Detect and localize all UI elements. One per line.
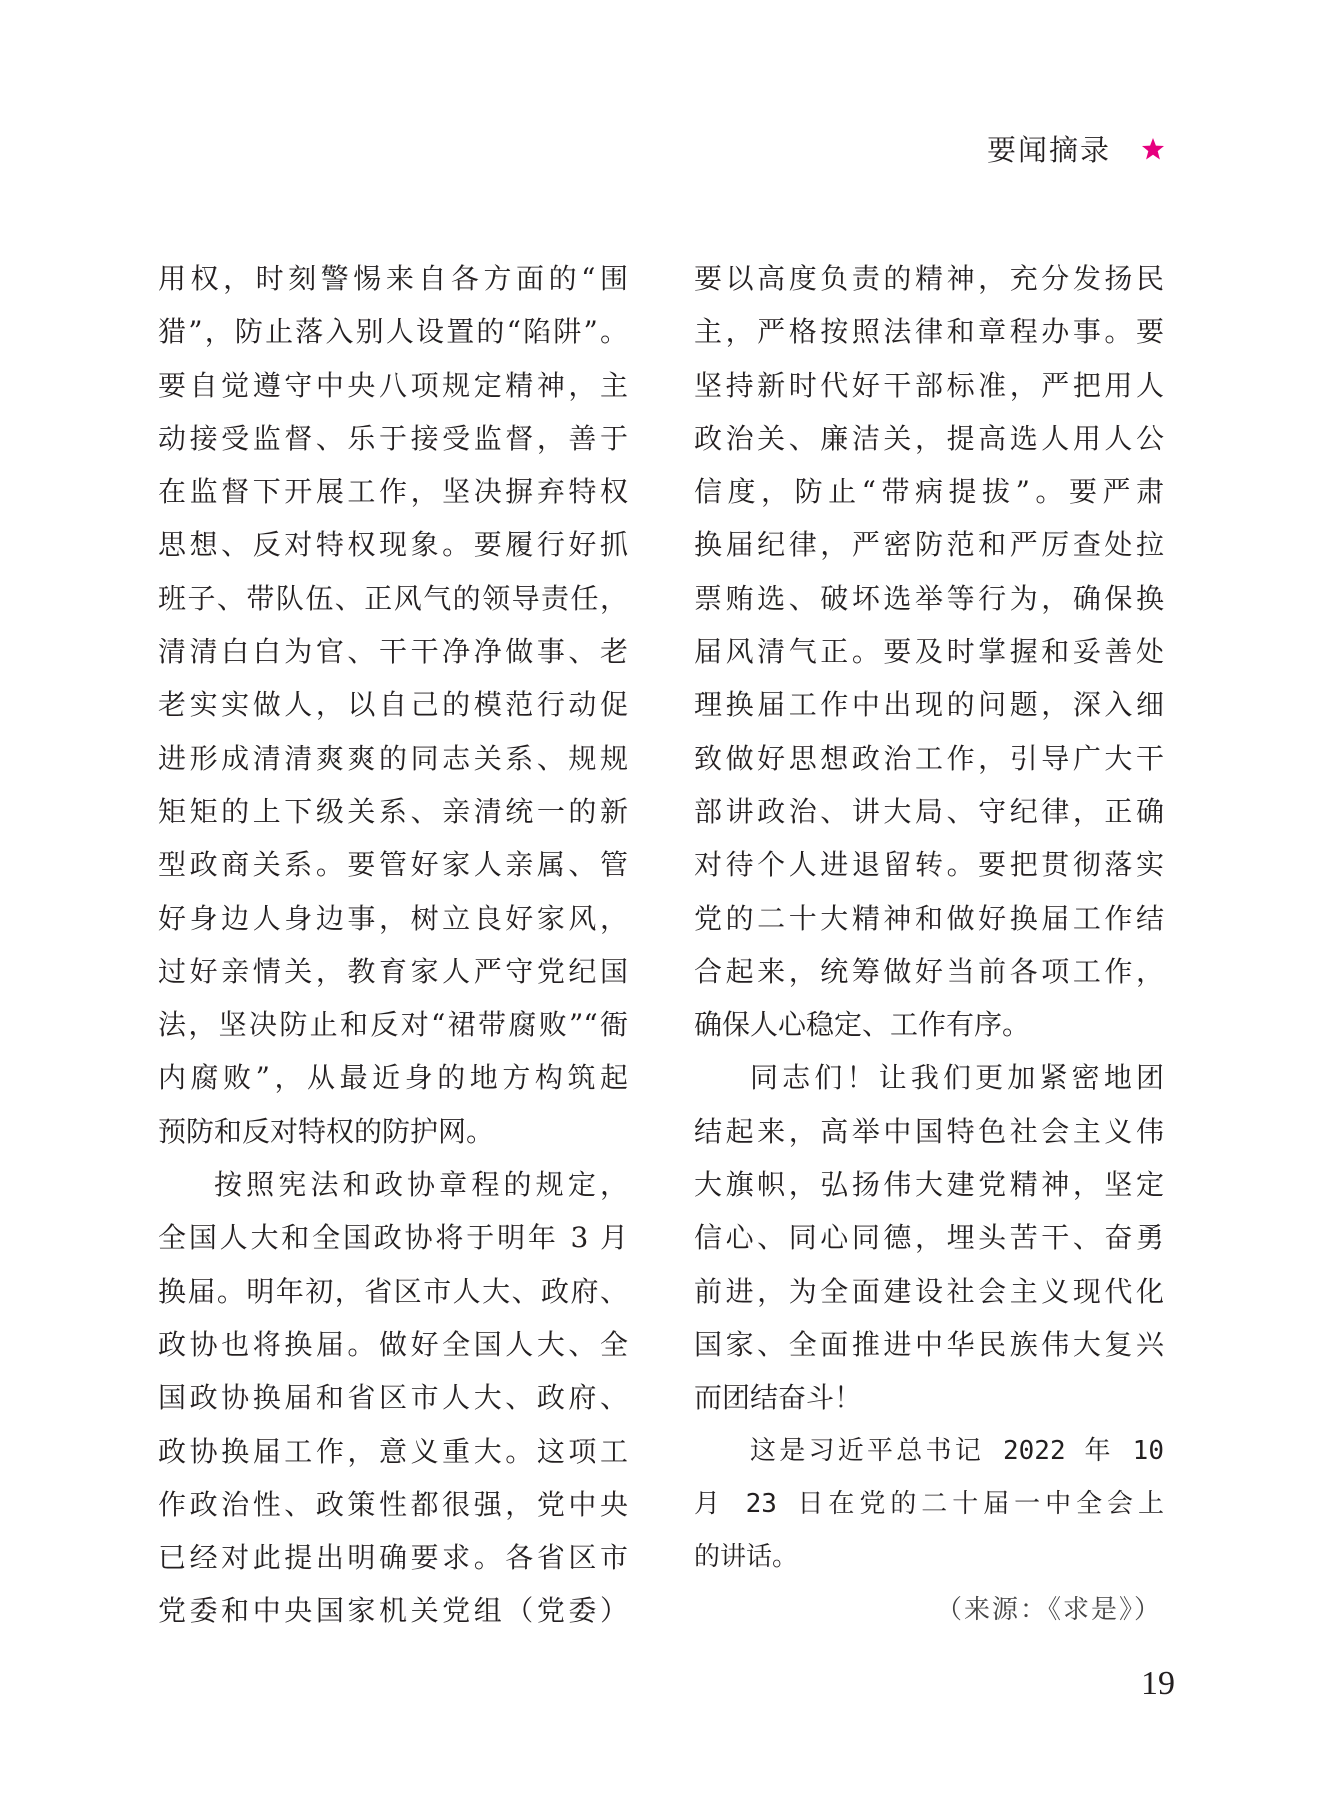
- text-line: 进形成清清爽爽的同志关系、规规: [158, 741, 628, 775]
- note-line: 这是习近平总书记 2022 年 10: [750, 1435, 1164, 1466]
- text-line: 而团结奋斗！: [694, 1381, 863, 1415]
- section-header: [987, 128, 1165, 169]
- text-line: 合起来，统筹做好当前各项工作，: [694, 954, 1164, 988]
- text-line: 票贿选、破坏选举等行为，确保换: [694, 581, 1164, 615]
- page-number: 19: [1141, 1665, 1175, 1702]
- text-line: 部讲政治、讲大局、守纪律，正确: [694, 794, 1164, 828]
- text-line: 用权，时刻警惕来自各方面的“围: [158, 262, 628, 295]
- text-line: 矩矩的上下级关系、亲清统一的新: [158, 794, 628, 828]
- text-line: 内腐败”，从最近身的地方构筑起: [158, 1061, 628, 1095]
- text-line: 思想、反对特权现象。要履行好抓: [158, 528, 628, 562]
- left-column: [158, 252, 628, 1638]
- text-line: 信度，防止“带病提拔”。要严肃: [694, 475, 1164, 509]
- text-line: 前进，为全面建设社会主义现代化: [694, 1274, 1164, 1308]
- paragraph: [694, 1051, 1164, 1424]
- text-line: 主，严格按照法律和章程办事。要: [694, 315, 1164, 349]
- text-line: 国家、全面推进中华民族伟大复兴: [694, 1327, 1164, 1361]
- text-line: 坚持新时代好干部标准，严把用人: [694, 368, 1164, 402]
- paragraph: [158, 252, 628, 1158]
- paragraph: [158, 1158, 628, 1638]
- editor-note: [694, 1425, 1164, 1585]
- text-line: 政协也将换届。做好全国人大、全: [158, 1327, 628, 1361]
- text-line: 政治关、廉洁关，提高选人用人公: [694, 421, 1164, 455]
- text-line: 要以高度负责的精神，充分发扬民: [694, 262, 1164, 295]
- text-line: 按照宪法和政协章程的规定，: [214, 1168, 628, 1202]
- section-title: 要闻摘录: [986, 133, 1111, 167]
- text-line: 结起来，高举中国特色社会主义伟: [694, 1114, 1164, 1148]
- text-line: 好身边人身边事，树立良好家风，: [158, 901, 628, 935]
- text-line: 同志们！让我们更加紧密地团: [750, 1061, 1164, 1095]
- text-line: 大旗帜，弘扬伟大建党精神，坚定: [694, 1168, 1164, 1202]
- text-line: 要自觉遵守中央八项规定精神，主: [158, 368, 628, 402]
- text-line: 理换届工作中出现的问题，深入细: [694, 688, 1164, 722]
- text-line: 确保人心稳定、工作有序。: [694, 1008, 1031, 1042]
- text-line: 动接受监督、乐于接受监督，善于: [158, 421, 628, 455]
- text-line: 过好亲情关，教育家人严守党纪国: [158, 954, 628, 988]
- text-line: 换届纪律，严密防范和严厉查处拉: [694, 528, 1164, 562]
- text-line: 届风清气正。要及时掌握和妥善处: [694, 635, 1164, 669]
- text-line: 政协换届工作，意义重大。这项工: [158, 1434, 628, 1468]
- source-attribution: （来源：《求是》）: [935, 1595, 1162, 1626]
- note-line: 的讲话。: [694, 1542, 799, 1573]
- text-line: 全国人大和全国政协将于明年 3 月: [158, 1221, 628, 1255]
- text-line: 老实实做人，以自己的模范行动促: [158, 688, 628, 722]
- text-line: 作政治性、政策性都很强，党中央: [158, 1487, 628, 1521]
- text-line: 预防和反对特权的防护网。: [158, 1114, 495, 1148]
- note-line: 月 23 日在党的二十届一中全会上: [694, 1488, 1164, 1519]
- text-line: 型政商关系。要管好家人亲属、管: [158, 848, 628, 882]
- text-line: 法，坚决防止和反对“裙带腐败”“衙: [158, 1008, 628, 1042]
- right-column: [694, 252, 1164, 1638]
- paragraph: [694, 252, 1164, 1051]
- text-line: 党的二十大精神和做好换届工作结: [694, 901, 1164, 935]
- text-line: 班子、带队伍、正风气的领导责任，: [158, 581, 628, 615]
- text-line: 对待个人进退留转。要把贯彻落实: [694, 848, 1164, 882]
- text-line: 猎”，防止落入别人设置的“陷阱”。: [158, 315, 628, 349]
- text-line: 换届。明年初，省区市人大、政府、: [158, 1274, 628, 1308]
- text-line: 清清白白为官、干干净净做事、老: [158, 635, 628, 669]
- text-line: 国政协换届和省区市人大、政府、: [158, 1381, 628, 1415]
- text-line: 党委和中央国家机关党组（党委）: [158, 1594, 628, 1628]
- text-line: 在监督下开展工作，坚决摒弃特权: [158, 475, 628, 509]
- star-icon: [1141, 137, 1165, 161]
- text-line: 致做好思想政治工作，引导广大干: [694, 741, 1164, 775]
- text-line: 已经对此提出明确要求。各省区市: [158, 1541, 628, 1575]
- text-line: 信心、同心同德，埋头苦干、奋勇: [694, 1221, 1164, 1255]
